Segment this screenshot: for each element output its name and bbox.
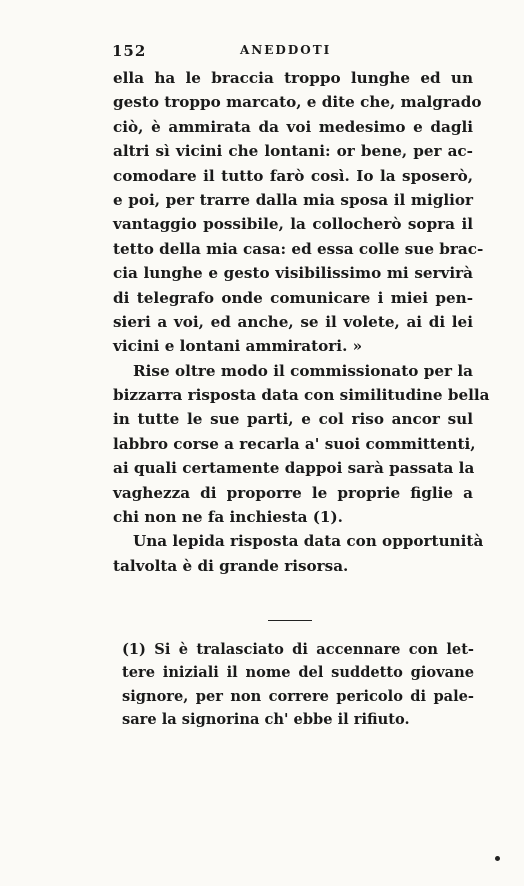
text-line: vicini e lontani ammiratori. » xyxy=(113,337,363,356)
footnote-line: signore, per non correre pericolo di pale- xyxy=(122,687,474,705)
text-line: chi non ne fa inchiesta (1). xyxy=(113,508,343,527)
text-line: sieri a voi, ed anche, se il volete, ai di lei xyxy=(113,312,473,331)
text-line: vantaggio possibile, la collocherò sopra il xyxy=(113,215,473,234)
footnote-line: sare la signorina ch' ebbe il rifiuto. xyxy=(122,711,410,729)
text-line: e poi, per trarre dalla mia sposa il miglior xyxy=(113,190,473,209)
text-line: in tutte le sue parti, e col riso ancor sul xyxy=(113,410,473,429)
text-line: gesto troppo marcato, e dite che, malgrado xyxy=(113,93,482,112)
page-header xyxy=(112,42,472,64)
text-line: Una lepida risposta data con opportunità xyxy=(133,532,484,551)
ink-mark xyxy=(495,856,500,861)
body-text xyxy=(113,66,490,578)
text-line: ella ha le braccia troppo lunghe ed un xyxy=(113,69,473,87)
footnote-line: (1) Si è tralasciato di accennare con let- xyxy=(122,641,474,658)
text-line: talvolta è di grande risorsa. xyxy=(113,556,349,575)
text-line: cia lunghe e gesto visibilissimo mi servirà xyxy=(113,264,473,283)
text-line: altri sì vicini che lontani: or bene, per ac- xyxy=(113,142,473,161)
text-line: comodare il tutto farò così. Io la sposerò, xyxy=(113,166,473,185)
footnote-separator xyxy=(268,620,312,621)
footnote-line: tere iniziali il nome del suddetto giovane xyxy=(122,664,474,682)
text-line: Rise oltre modo il commissionato per la xyxy=(133,361,473,380)
page-number: 152 xyxy=(112,42,147,60)
text-line: vaghezza di proporre le proprie figlie a xyxy=(113,483,473,502)
text-line: di telegrafo onde comunicare i miei pen- xyxy=(113,288,473,307)
text-line: ai quali certamente dappoi sarà passata la xyxy=(113,459,475,478)
text-line: bizzarra risposta data con similitudine bella xyxy=(113,386,490,405)
running-head: ANEDDOTI xyxy=(240,43,332,57)
footnote xyxy=(122,638,474,732)
text-line: ciò, è ammirata da voi medesimo e dagli xyxy=(113,117,473,136)
text-line: labbro corse a recarla a' suoi committenti, xyxy=(113,434,476,453)
text-line: tetto della mia casa: ed essa colle sue brac- xyxy=(113,239,484,258)
